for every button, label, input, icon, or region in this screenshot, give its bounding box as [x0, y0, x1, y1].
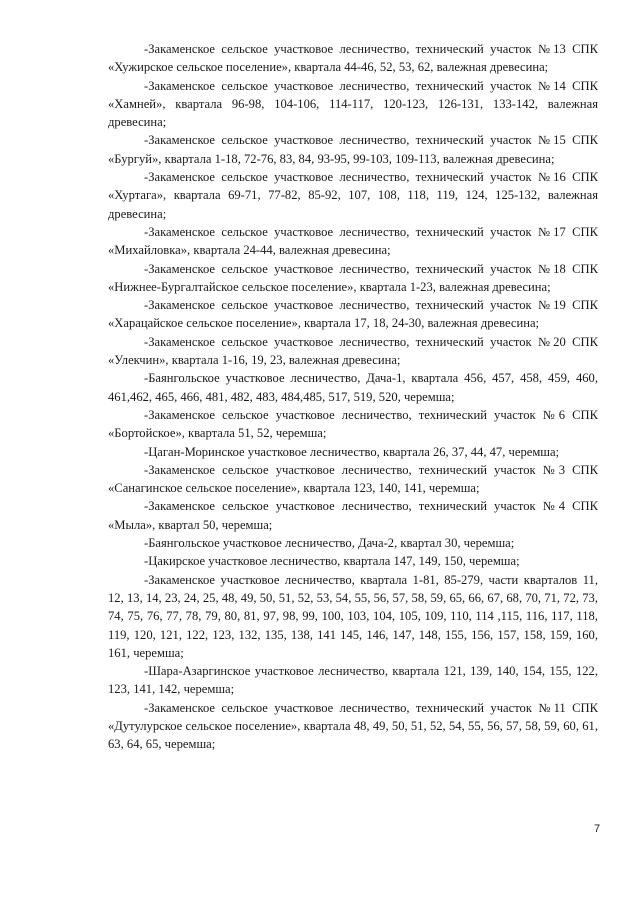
- paragraph: -Закаменское сельское участковое лесничество, технический участок №11 СПК «Дутулурское сельское поселение», квартала 48, 49, 50, 51, 52, 54, 55, 56, 57, 58, 59, 60, 61, 63, 64, 65, черемша;: [108, 700, 598, 752]
- paragraph: -Закаменское сельское участковое лесничество, технический участок №15 СПК «Бургуй», квартала 1-18, 72-76, 83, 84, 93-95, 99-103, 109-113, валежная древесина;: [108, 133, 598, 166]
- paragraph: -Цакирское участковое лесничество, квартала 147, 149, 150, черемша;: [144, 554, 520, 569]
- paragraph: -Закаменское сельское участковое лесничество, технический участок №19 СПК «Харацайское сельское поселение», квартала 17, 18, 24-30, валежная древесина;: [108, 298, 598, 331]
- paragraph: -Баянгольское участковое лесничество, Дача-2, квартал 30, черемша;: [144, 536, 515, 551]
- paragraph: -Закаменское сельское участковое лесничество, технический участок №3 СПК «Санагинское сельское поселение», квартала 123, 140, 141, черемша;: [108, 462, 598, 496]
- paragraph: -Закаменское сельское участковое лесничество, технический участок №18 СПК «Нижнее-Бургалтайское сельское поселение», квартала 1-23, валежная древесина;: [108, 261, 598, 294]
- paragraph: -Цаган-Моринское участковое лесничество, квартала 26, 37, 44, 47, черемша;: [144, 444, 560, 459]
- paragraph: -Закаменское сельское участковое лесничество, технический участок №16 СПК «Хуртага», квартала 69-71, 77-82, 85-92, 107, 108, 118, 119, 124, 125-132, валежная древесина;: [108, 170, 598, 221]
- paragraph: -Закаменское сельское участковое лесничество, технический участок №14 СПК «Хамней», квартала 96-98, 104-106, 114-117, 120-123, 126-131, 133-142, валежная древесина;: [108, 78, 598, 130]
- paragraph: -Закаменское сельское участковое лесничество, технический участок №20 СПК «Улекчин», квартала 1-16, 19, 23, валежная древесина;: [108, 334, 598, 368]
- paragraph: -Закаменское сельское участковое лесничество, технический участок №6 СПК «Бортойское», квартала 51, 52, черемша;: [108, 407, 598, 441]
- page-number: 7: [594, 823, 601, 835]
- paragraph: -Закаменское сельское участковое лесничество, технический участок №13 СПК «Хужирское сельское поселение», квартала 44-46, 52, 53, 62, валежная древесина;: [108, 42, 598, 75]
- paragraph: -Закаменское сельское участковое лесничество, технический участок №17 СПК «Михайловка», квартала 24-44, валежная древесина;: [108, 224, 598, 258]
- paragraph: -Баянгольское участковое лесничество, Дача-1, квартала 456, 457, 458, 459, 460, 461,462, 465, 466, 481, 482, 483, 484,485, 517, 519, 520, черемша;: [108, 371, 598, 404]
- paragraph: -Закаменское участковое лесничество, квартала 1-81, 85-279, части кварталов 11, 12, 13, 14, 23, 24, 25, 48, 49, 50, 51, 52, 53, 54, 55, 56, 57, 58, 59, 65, 66, 67, 68, 70, 71, 72, 73, 74, 75, 76, 77, 78, 79, 80, 81, 97, 98, 99, 100, 103, 104, 105, 109, 110, 114 ,115, 116, 117, 118, 119, 120, 121, 122, 123, 132, 135, 138, 141 145, 146, 147, 148, 155, 156, 157, 158, 159, 160, 161, черемша;: [108, 572, 598, 660]
- document-body: [108, 40, 598, 754]
- paragraph: -Шара-Азаргинское участковое лесничество, квартала 121, 139, 140, 154, 155, 122, 123, 141, 142, черемша;: [108, 664, 598, 697]
- paragraph: -Закаменское сельское участковое лесничество, технический участок №4 СПК «Мыла», квартал 50, черемша;: [108, 499, 598, 532]
